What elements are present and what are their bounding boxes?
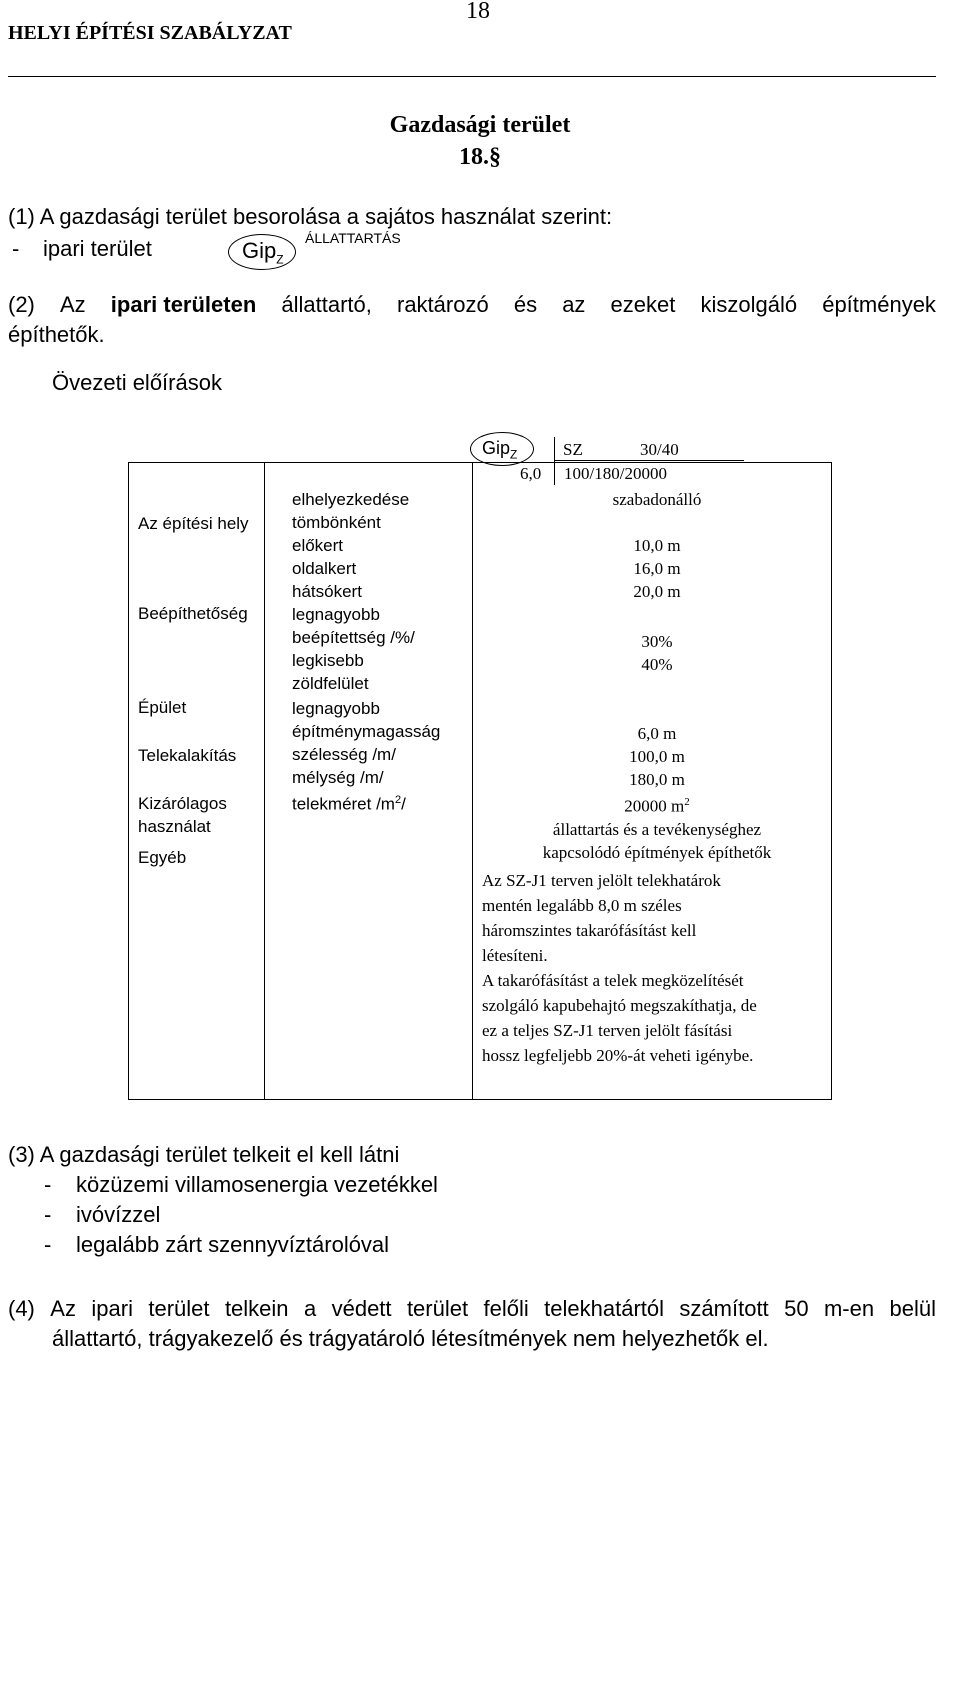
sz-label: SZ (563, 440, 583, 459)
p4-word: 50 (784, 1296, 809, 1321)
val-exclusive-1: állattartás és a tevékenységhez (552, 820, 762, 839)
row-building: Épület (138, 698, 187, 717)
label-min: legkisebb (292, 651, 364, 670)
zone-heading: Övezeti előírások (52, 370, 222, 395)
p2-word: raktározó (397, 292, 489, 317)
label-front: előkert (292, 536, 344, 555)
para-4-line-1 (8, 1296, 936, 1322)
row-exclusive-1: Kizárólagos (138, 794, 227, 813)
row-building-place: Az építési hely (138, 514, 249, 533)
para-3: (3) A gazdasági terület telkeit el kell látni (8, 1142, 400, 1167)
p2-word: ezeket (610, 292, 676, 317)
p4-word: Az (50, 1296, 76, 1321)
other-text-8: hossz legfeljebb 20%-át veheti igénybe. (482, 1046, 754, 1065)
label-coverage: beépítettség /%/ (292, 628, 415, 647)
row-plot: Telekalakítás (138, 746, 237, 765)
p2-word: (2) (8, 292, 35, 317)
p4-word: számított (679, 1296, 769, 1321)
p4-word: ipari (91, 1296, 133, 1321)
val-depth: 180,0 m (629, 770, 685, 789)
p4-word: terület (406, 1296, 469, 1321)
val-placement: szabadonálló (612, 490, 702, 509)
other-text-3: háromszintes takarófásítást kell (482, 921, 697, 940)
para-3-dash-2: - (44, 1202, 52, 1227)
other-text-2: mentén legalább 8,0 m széles (482, 896, 682, 915)
label-size: telekméret $/m^2/$ (292, 794, 406, 814)
zone-label: ÁLLATTARTÁS (305, 230, 401, 246)
page-number: 18 (466, 0, 490, 24)
row-buildability: Beépíthetőség (138, 604, 248, 623)
val-exclusive-2: kapcsolódó építmények építhetők (542, 843, 772, 862)
p4-word: (4) (8, 1296, 35, 1321)
para-4-line-2: állattartó, trágyakezelő és trágyatároló létesítmények nem helyezhetők el. (52, 1326, 769, 1351)
other-text-4: létesíteni. (482, 946, 548, 965)
table-divider-1 (264, 462, 265, 1100)
table-divider-2 (472, 462, 473, 1100)
label-max2: legnagyobb (292, 699, 380, 718)
sz-value: 30/40 (640, 440, 679, 459)
sz-num: 6,0 (520, 464, 542, 483)
p2-word: és (513, 292, 538, 317)
val-height: 6,0 m (637, 724, 677, 743)
other-text-1: Az SZ-J1 terven jelölt telekhatárok (482, 871, 721, 890)
val-size: 20000 $m^2$ (624, 796, 690, 816)
para-3-item-3: legalább zárt szennyvíztárolóval (76, 1232, 390, 1257)
row-other: Egyéb (138, 848, 187, 867)
label-depth: mélység /m/ (292, 768, 384, 787)
val-coverage: 30% (641, 632, 673, 651)
label-side: oldalkert (292, 559, 357, 578)
para-2-line-2: építhetők. (8, 322, 105, 347)
row-exclusive-2: használat (138, 817, 211, 836)
p4-word: felőli (483, 1296, 529, 1321)
p4-word: belül (889, 1296, 936, 1321)
para-2-line-1 (8, 292, 936, 318)
p4-word: telekhatártól (544, 1296, 665, 1321)
para-1-dash: - (12, 236, 20, 261)
table-zone-code: Gip$_Z$ (482, 438, 518, 462)
label-placement: elhelyezkedése (292, 490, 410, 509)
other-text-7: ez a teljes SZ-J1 terven jelölt fásítási (482, 1021, 733, 1040)
val-front: 10,0 m (633, 536, 681, 555)
sz-value2: 100/180/20000 (564, 464, 667, 483)
other-text-6: szolgáló kapubehajtó megszakíthatja, de (482, 996, 757, 1015)
p4-word: a (303, 1296, 317, 1321)
p2-word: kiszolgáló (700, 292, 798, 317)
p4-word: terület (148, 1296, 210, 1321)
p4-word: telkein (224, 1296, 289, 1321)
label-max1: legnagyobb (292, 605, 380, 624)
val-green: 40% (641, 655, 673, 674)
zone-code: Gip$_Z$ (242, 238, 284, 267)
val-back: 20,0 m (633, 582, 681, 601)
header-title: HELYI ÉPÍTÉSI SZABÁLYZAT (8, 22, 292, 44)
para-3-dash-3: - (44, 1232, 52, 1257)
p4-word: m-en (823, 1296, 875, 1321)
p2-word: Az (60, 292, 86, 317)
val-width: 100,0 m (629, 747, 685, 766)
section-number: 18.§ (459, 144, 501, 170)
label-back: hátsókert (292, 582, 362, 601)
label-per-block: tömbönként (292, 513, 381, 532)
label-height: építménymagasság (292, 722, 441, 741)
para-3-item-1: közüzemi villamosenergia vezetékkel (76, 1172, 438, 1197)
p4-word: védett (331, 1296, 392, 1321)
para-3-dash-1: - (44, 1172, 52, 1197)
other-text-5: A takarófásítást a telek megközelítését (482, 971, 744, 990)
p2-word-bold: ipari területen (110, 292, 257, 317)
header-rule (8, 76, 936, 77)
p2-word: az (562, 292, 586, 317)
val-side: 16,0 m (633, 559, 681, 578)
para-1: (1) A gazdasági terület besorolása a sajátos használat szerint: (8, 204, 613, 229)
para-3-item-2: ivóvízzel (76, 1202, 161, 1227)
label-width: szélesség /m/ (292, 745, 396, 764)
p2-word: állattartó, (281, 292, 372, 317)
para-1-item: ipari terület (43, 236, 152, 261)
p2-word: építmények (822, 292, 936, 317)
section-title: Gazdasági terület (389, 112, 571, 138)
label-green: zöldfelület (292, 674, 369, 693)
